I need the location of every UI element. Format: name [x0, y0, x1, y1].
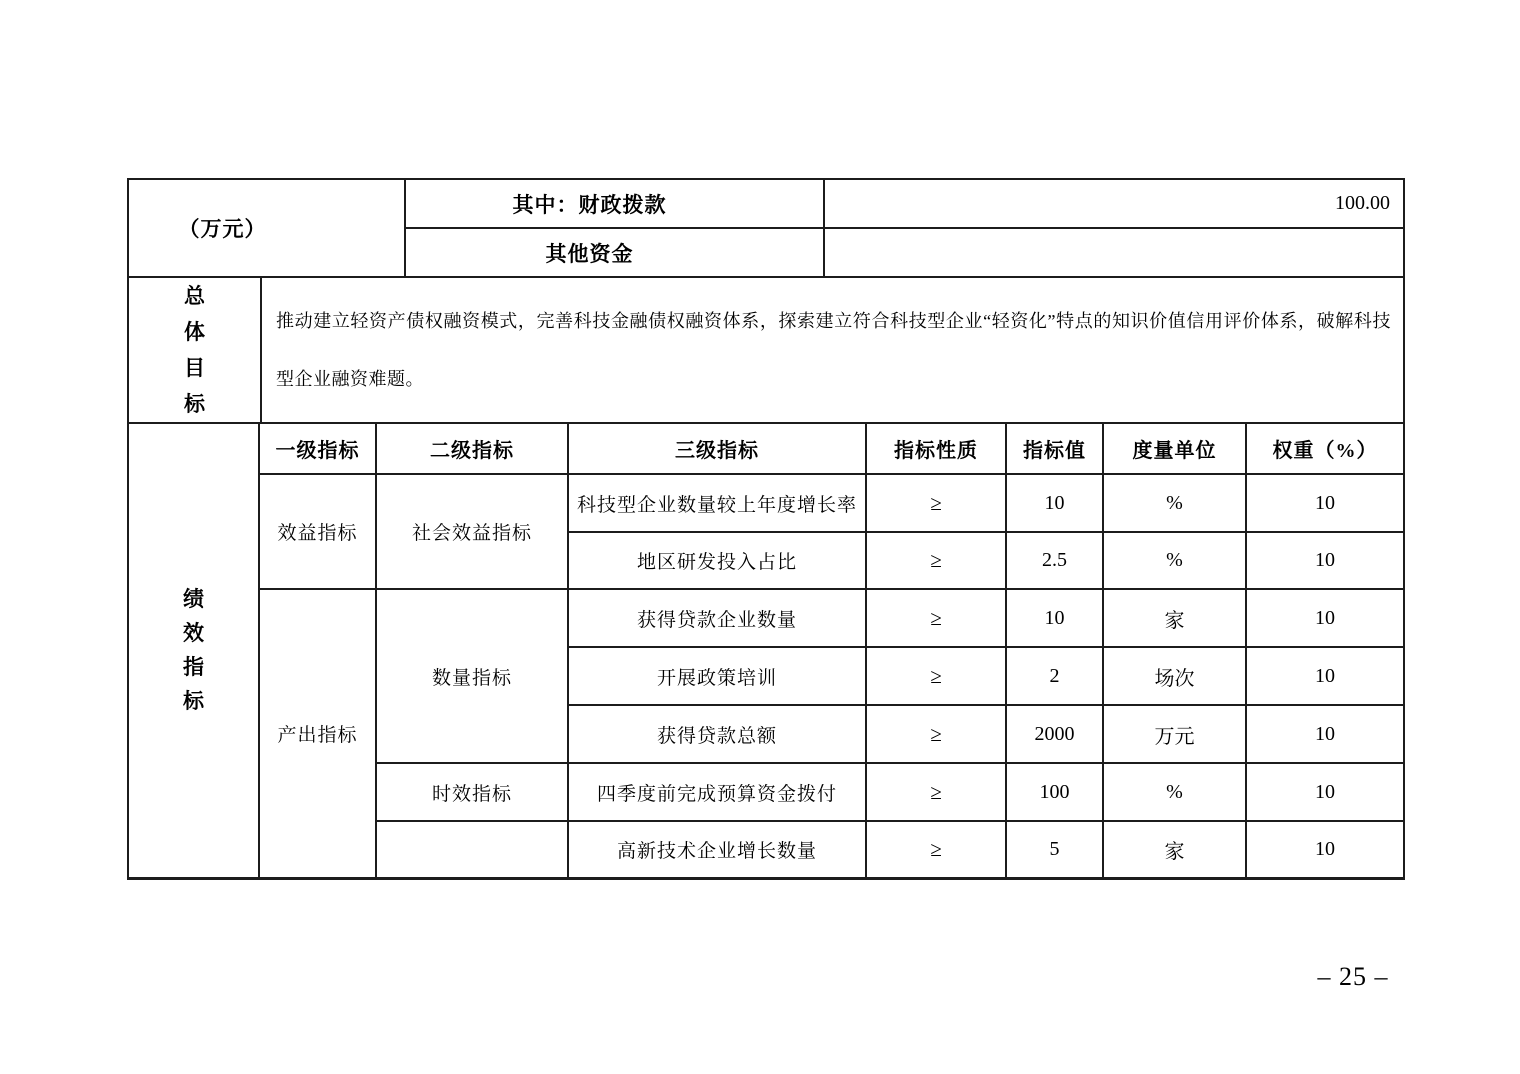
- perf-char: 绩: [183, 586, 204, 611]
- cell-level3: 高新技术企业增长数量: [568, 821, 866, 878]
- goal-char: 标: [184, 391, 205, 416]
- goal-char: 体: [184, 319, 205, 344]
- funding-row-value-fiscal: 100.00: [824, 179, 1404, 228]
- performance-label-chars: [129, 586, 258, 713]
- cell-weight: 10: [1246, 589, 1404, 647]
- col-header-weight: 权重（%）: [1246, 423, 1404, 474]
- cell-level3: 四季度前完成预算资金拨付: [568, 763, 866, 821]
- col-header-unit: 度量单位: [1103, 423, 1246, 474]
- col-header-level1: 一级指标: [259, 423, 376, 474]
- overall-goal-table: [127, 276, 1405, 424]
- overall-goal-text: 推动建立轻资产债权融资模式，完善科技金融债权融资体系，探索建立符合科技型企业“轻资化”特点的知识价值信用评价体系，破解科技型企业融资难题。: [276, 311, 1391, 389]
- perf-char: 效: [183, 620, 204, 645]
- goal-char: 总: [184, 283, 205, 308]
- overall-goal-label: [128, 277, 261, 423]
- overall-goal-text-cell: [261, 277, 1404, 423]
- cell-unit: %: [1103, 763, 1246, 821]
- cell-level3: 获得贷款企业数量: [568, 589, 866, 647]
- col-header-nature: 指标性质: [866, 423, 1006, 474]
- cell-level2: 社会效益指标: [376, 474, 568, 589]
- cell-nature: ≥: [866, 705, 1006, 763]
- cell-weight: 10: [1246, 532, 1404, 589]
- cell-nature: ≥: [866, 647, 1006, 705]
- perf-header-row: [128, 423, 1404, 474]
- funding-unit-label: （万元）: [128, 179, 405, 277]
- funding-row-label-other: 其他资金: [405, 228, 824, 277]
- cell-unit: 万元: [1103, 705, 1246, 763]
- cell-unit: 家: [1103, 589, 1246, 647]
- cell-value: 2.5: [1006, 532, 1103, 589]
- cell-unit: %: [1103, 474, 1246, 532]
- col-header-value: 指标值: [1006, 423, 1103, 474]
- cell-unit: 场次: [1103, 647, 1246, 705]
- col-header-level3: 三级指标: [568, 423, 866, 474]
- funding-row-value-other: [824, 228, 1404, 277]
- cell-value: 2000: [1006, 705, 1103, 763]
- cell-nature: ≥: [866, 589, 1006, 647]
- cell-weight: 10: [1246, 647, 1404, 705]
- cell-level2: 数量指标: [376, 589, 568, 763]
- cell-weight: 10: [1246, 821, 1404, 878]
- overall-goal-label-chars: [129, 283, 260, 416]
- performance-indicators-table: [127, 422, 1405, 880]
- cell-weight: 10: [1246, 705, 1404, 763]
- cell-nature: ≥: [866, 763, 1006, 821]
- cell-weight: 10: [1246, 474, 1404, 532]
- cell-value: 10: [1006, 474, 1103, 532]
- cell-value: 5: [1006, 821, 1103, 878]
- table-row: [128, 589, 1404, 647]
- cell-level2: [376, 821, 568, 878]
- cell-nature: ≥: [866, 532, 1006, 589]
- perf-char: 指: [183, 654, 204, 679]
- cell-unit: 家: [1103, 821, 1246, 878]
- cell-level1: 效益指标: [259, 474, 376, 589]
- cell-level3: 地区研发投入占比: [568, 532, 866, 589]
- budget-performance-document: [127, 178, 1403, 880]
- cell-value: 10: [1006, 589, 1103, 647]
- cell-unit: %: [1103, 532, 1246, 589]
- perf-char: 标: [183, 688, 204, 713]
- cell-level2: 时效指标: [376, 763, 568, 821]
- cell-value: 100: [1006, 763, 1103, 821]
- cell-level3: 科技型企业数量较上年度增长率: [568, 474, 866, 532]
- cell-level1: 产出指标: [259, 589, 376, 878]
- page-number: – 25 –: [1317, 962, 1389, 991]
- cell-weight: 10: [1246, 763, 1404, 821]
- funding-table: [127, 178, 1405, 278]
- goal-char: 目: [184, 355, 205, 380]
- col-header-level2: 二级指标: [376, 423, 568, 474]
- performance-section-label: [128, 423, 259, 878]
- cell-value: 2: [1006, 647, 1103, 705]
- cell-level3: 开展政策培训: [568, 647, 866, 705]
- cell-nature: ≥: [866, 474, 1006, 532]
- funding-row-label-fiscal: 其中：财政拨款: [405, 179, 824, 228]
- cell-level3: 获得贷款总额: [568, 705, 866, 763]
- table-row: [128, 474, 1404, 532]
- cell-nature: ≥: [866, 821, 1006, 878]
